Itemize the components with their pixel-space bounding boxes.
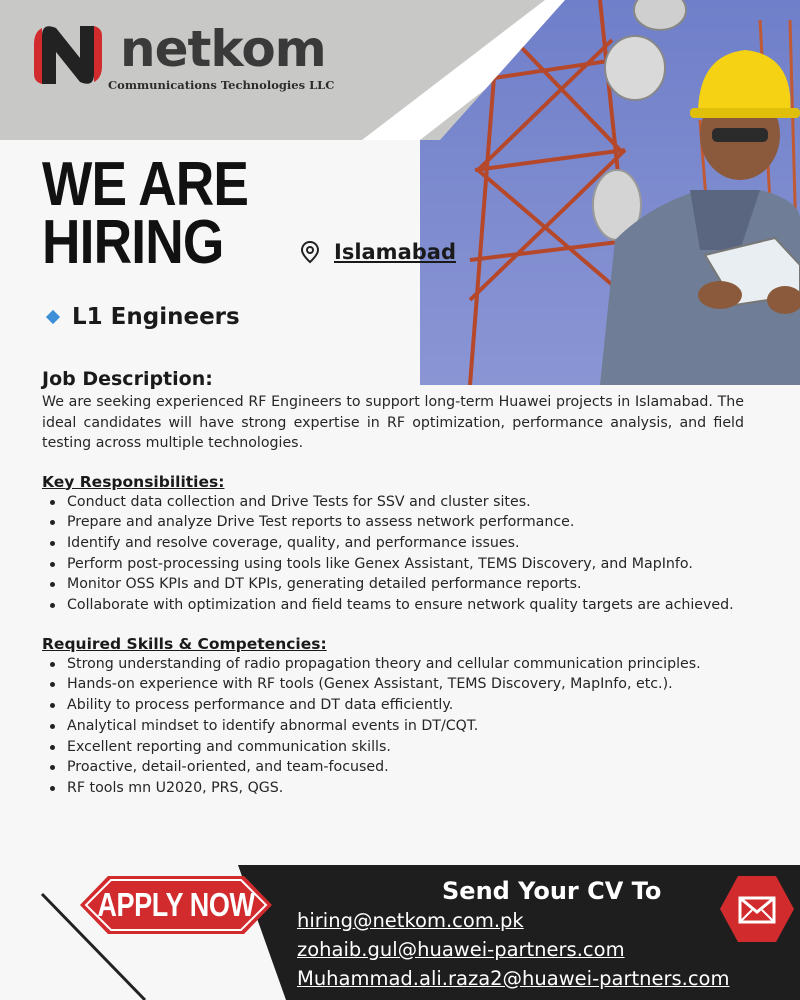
list-item: Excellent reporting and communication skills.: [42, 737, 744, 758]
list-item: Analytical mindset to identify abnormal events in DT/CQT.: [42, 716, 744, 737]
role: [48, 304, 240, 330]
map-pin-icon: [300, 240, 320, 264]
hiring-title: [42, 150, 249, 277]
envelope-icon: [720, 876, 794, 942]
list-item: Ability to process performance and DT data efficiently.: [42, 695, 744, 716]
apply-now-label: APPLY NOW: [97, 886, 255, 923]
list-item: RF tools mn U2020, PRS, QGS.: [42, 778, 744, 799]
list-item: Perform post-processing using tools like Genex Assistant, TEMS Discovery, and MapInfo.: [42, 554, 744, 575]
list-item: Hands-on experience with RF tools (Genex Assistant, TEMS Discovery, MapInfo, etc.).: [42, 674, 744, 695]
location-text: Islamabad: [334, 240, 456, 264]
list-item: Monitor OSS KPIs and DT KPIs, generating detailed performance reports.: [42, 574, 744, 595]
logo-subtitle: Communications Technologies LLC: [108, 78, 335, 92]
role-title: L1 Engineers: [72, 304, 240, 330]
location: [300, 240, 456, 264]
email-link[interactable]: hiring@netkom.com.pk: [297, 909, 524, 932]
hiring-title-line2: HIRING: [42, 208, 224, 277]
logo-wordmark: netkom: [120, 20, 326, 78]
skills-list: [42, 654, 744, 799]
job-description-heading: Job Description:: [42, 368, 213, 390]
email-link[interactable]: zohaib.gul@huawei-partners.com: [297, 938, 625, 961]
list-item: Conduct data collection and Drive Tests for SSV and cluster sites.: [42, 492, 744, 513]
list-item: Identify and resolve coverage, quality, and performance issues.: [42, 533, 744, 554]
email-link[interactable]: Muhammad.ali.raza2@huawei-partners.com: [297, 967, 730, 990]
list-item: Strong understanding of radio propagation theory and cellular communication principles.: [42, 654, 744, 675]
list-item: Proactive, detail-oriented, and team-focused.: [42, 757, 744, 778]
job-description-text: We are seeking experienced RF Engineers to support long-term Huawei projects in Islamabad. The ideal candidates will have strong expertise in RF optimization, performance analysis, and field testing across multiple technologies.: [42, 394, 744, 451]
list-item: Collaborate with optimization and field teams to ensure network quality targets are achieved.: [42, 595, 744, 616]
email-list: [297, 906, 730, 993]
skills-heading: Required Skills & Competencies:: [42, 634, 327, 653]
netkom-logo: [28, 16, 358, 96]
job-content: [42, 368, 744, 799]
list-item: Prepare and analyze Drive Test reports to assess network performance.: [42, 512, 744, 533]
hiring-title-line1: WE ARE: [42, 150, 249, 219]
responsibilities-list: [42, 492, 744, 616]
responsibilities-heading: Key Responsibilities:: [42, 472, 225, 491]
diamond-bullet-icon: [46, 310, 60, 324]
send-cv-heading: Send Your CV To: [442, 877, 662, 905]
apply-now-button[interactable]: [80, 876, 272, 934]
netkom-logo-mark: [28, 14, 110, 96]
